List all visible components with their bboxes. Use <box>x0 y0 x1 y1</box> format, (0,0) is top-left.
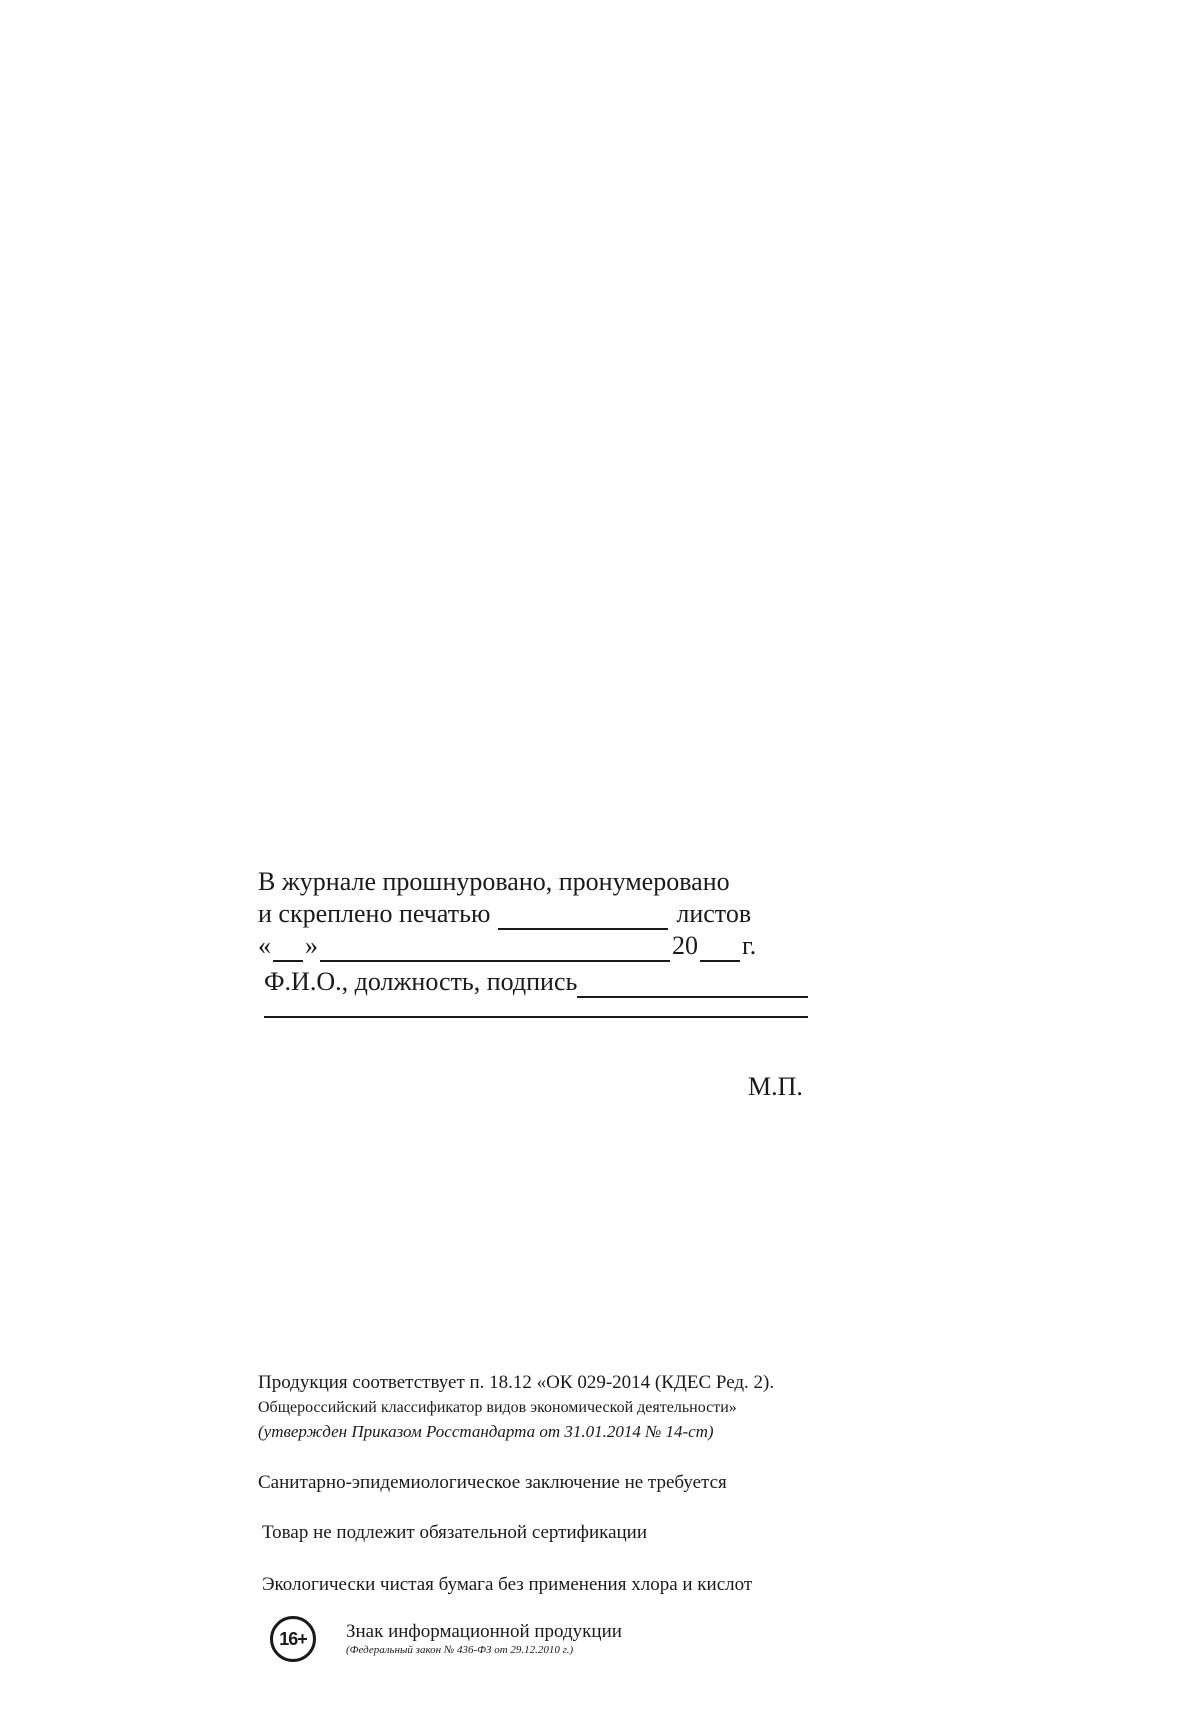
date-month-blank <box>320 936 670 962</box>
cert-line-1-text: В журнале прошнуровано, пронумеровано <box>258 867 730 896</box>
cert-line-2-prefix: и скреплено печатью <box>258 899 491 928</box>
date-day-blank <box>273 936 303 962</box>
age-rating-title: Знак информационной продукции <box>346 1621 622 1642</box>
signature-blank <box>577 972 808 998</box>
paper-note: Экологически чистая бумага без применения хлора и кислот <box>262 1574 753 1595</box>
certification-note: Товар не подлежит обязательной сертификации <box>262 1522 648 1543</box>
date-year-suffix: г. <box>742 931 757 960</box>
date-year-blank <box>700 936 740 962</box>
compliance-line-1: Продукция соответствует п. 18.12 «ОК 029-2014 (КДЕС Ред. 2). <box>258 1372 775 1393</box>
date-close-quote: » <box>305 931 318 960</box>
compliance-line-2: Общероссийский классификатор видов экономической деятельности» <box>258 1399 737 1416</box>
sheets-count-blank <box>498 904 668 930</box>
age-rating-badge-text: 16+ <box>279 1628 307 1649</box>
date-open-quote: « <box>258 931 271 960</box>
age-rating-badge <box>270 1616 316 1662</box>
age-rating-row <box>270 1616 622 1662</box>
stamp-label: М.П. <box>748 1072 803 1101</box>
date-year-prefix: 20 <box>672 931 698 960</box>
age-rating-text <box>346 1621 622 1657</box>
cert-line-2-suffix: листов <box>676 899 752 928</box>
signature-rule <box>264 1016 808 1018</box>
compliance-block <box>258 1370 878 1444</box>
sanitary-note: Санитарно-эпидемиологическое заключение не требуется <box>258 1472 727 1493</box>
certification-block <box>258 866 810 1018</box>
fio-line <box>258 966 810 998</box>
cert-line-1 <box>258 866 810 898</box>
cert-line-2 <box>258 898 810 930</box>
date-line <box>258 930 810 962</box>
fio-label: Ф.И.О., должность, подпись <box>264 967 578 996</box>
age-rating-law: (Федеральный закон № 436-ФЗ от 29.12.2010 г.) <box>346 1644 574 1656</box>
compliance-line-3: (утвержден Приказом Росстандарта от 31.01.2014 № 14-ст) <box>258 1422 714 1441</box>
